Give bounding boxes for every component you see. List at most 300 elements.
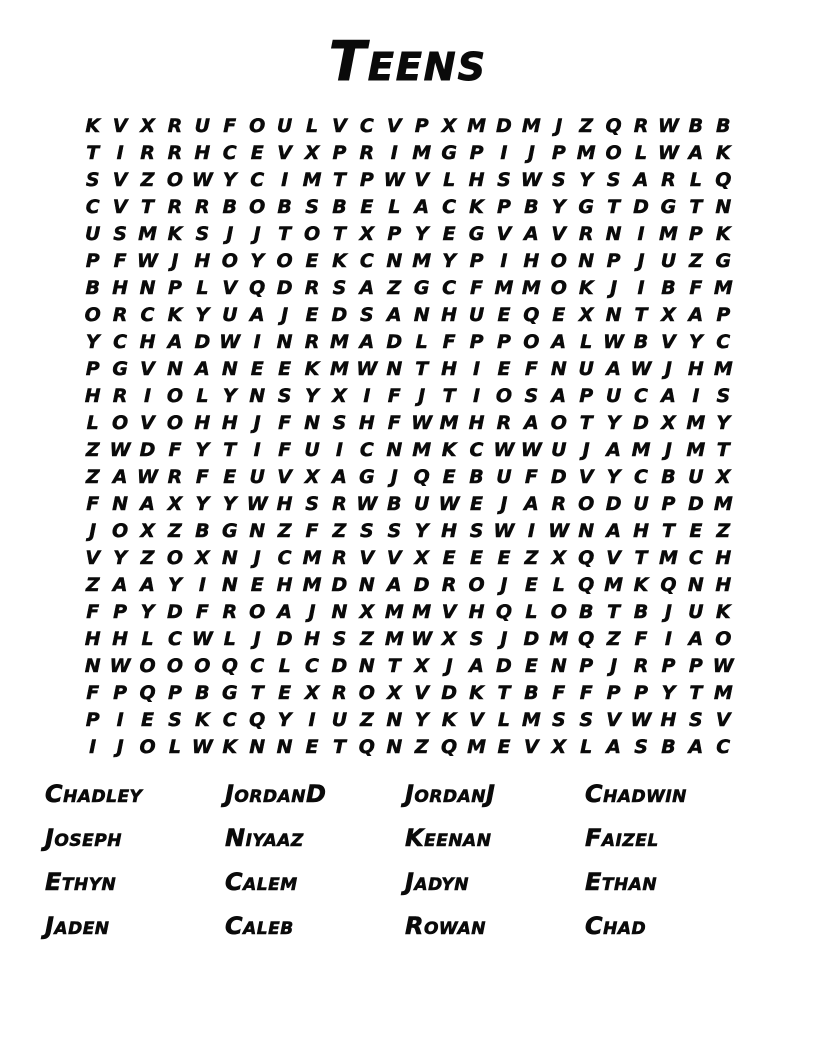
grid-cell: X	[551, 735, 567, 758]
grid-cell: S	[497, 168, 511, 191]
grid-cell: R	[551, 492, 567, 515]
grid-cell: M	[302, 573, 322, 596]
grid-cell: C	[167, 627, 182, 650]
grid-cell: O	[249, 195, 266, 218]
grid-cell: V	[414, 681, 430, 704]
grid-cell: K	[332, 249, 347, 272]
grid-cell: T	[278, 222, 292, 245]
grid-cell: L	[443, 168, 456, 191]
grid-cell: X	[332, 384, 347, 407]
grid-cell: W	[630, 357, 652, 380]
grid-cell: Y	[250, 249, 265, 272]
grid-cell: I	[89, 735, 97, 758]
grid-cell: E	[497, 303, 511, 326]
grid-cell: T	[141, 195, 155, 218]
grid-cell: L	[196, 276, 209, 299]
grid-cell: O	[166, 384, 184, 407]
grid-cell: W	[520, 438, 542, 461]
grid-cell: M	[302, 168, 322, 191]
grid-cell: X	[359, 600, 375, 623]
grid-cell: B	[633, 600, 649, 623]
grid-cell: I	[637, 222, 645, 245]
grid-cell: P	[167, 681, 182, 704]
grid-cell: U	[194, 114, 211, 137]
grid-cell: D	[441, 681, 457, 704]
grid-cell: F	[442, 330, 456, 353]
grid-cell: Z	[140, 168, 155, 191]
grid-cell: W	[603, 330, 625, 353]
grid-cell: G	[359, 465, 375, 488]
grid-cell: X	[441, 114, 457, 137]
grid-cell: Z	[359, 627, 374, 650]
grid-cell: R	[496, 411, 512, 434]
grid-cell: I	[198, 573, 206, 596]
grid-cell: F	[223, 114, 237, 137]
grid-cell: A	[606, 438, 621, 461]
grid-cell: S	[469, 627, 484, 650]
grid-cell: S	[168, 708, 182, 731]
grid-cell: Y	[688, 330, 703, 353]
grid-cell: P	[85, 708, 100, 731]
grid-cell: S	[360, 303, 374, 326]
grid-cell: H	[441, 519, 458, 542]
grid-cell: O	[166, 411, 184, 434]
grid-cell: O	[139, 654, 156, 677]
grid-cell: X	[715, 465, 731, 488]
grid-cell: M	[686, 411, 706, 434]
grid-cell: B	[661, 276, 676, 299]
grid-cell: Z	[524, 546, 539, 569]
grid-cell: N	[550, 357, 567, 380]
grid-cell: M	[658, 222, 678, 245]
grid-cell: U	[331, 708, 348, 731]
grid-cell: K	[469, 195, 484, 218]
grid-cell: F	[305, 519, 319, 542]
grid-cell: V	[222, 276, 238, 299]
grid-cell: S	[360, 519, 374, 542]
grid-cell: O	[166, 654, 184, 677]
grid-cell: R	[167, 465, 183, 488]
grid-cell: X	[661, 303, 676, 326]
grid-cell: P	[606, 249, 621, 272]
grid-cell: X	[140, 114, 155, 137]
grid-cell: O	[84, 303, 101, 326]
grid-cell: O	[112, 519, 129, 542]
grid-cell: L	[634, 141, 648, 164]
grid-cell: K	[578, 276, 594, 299]
word-list-item: JordanJ	[405, 780, 496, 808]
grid-cell: A	[606, 357, 621, 380]
grid-cell: F	[195, 600, 209, 623]
grid-cell: A	[524, 222, 539, 245]
grid-cell: B	[195, 519, 210, 542]
grid-cell: Q	[221, 654, 238, 677]
grid-cell: J	[89, 519, 97, 542]
grid-cell: N	[605, 303, 622, 326]
grid-cell: J	[500, 627, 508, 650]
grid-cell: M	[576, 141, 596, 164]
grid-cell: H	[441, 357, 458, 380]
grid-cell: C	[222, 708, 237, 731]
grid-cell: Z	[414, 735, 429, 758]
grid-cell: Q	[139, 681, 156, 704]
grid-cell: G	[468, 222, 485, 245]
grid-cell: C	[716, 735, 731, 758]
grid-cell: C	[359, 249, 374, 272]
grid-cell: N	[249, 735, 266, 758]
word-list-item: JordanD	[225, 780, 327, 808]
grid-cell: L	[388, 195, 401, 218]
grid-cell: W	[191, 735, 213, 758]
grid-cell: N	[386, 708, 403, 731]
grid-cell: I	[664, 627, 672, 650]
grid-cell: L	[689, 168, 702, 191]
grid-cell: D	[633, 411, 649, 434]
grid-cell: F	[634, 627, 648, 650]
grid-cell: H	[112, 276, 129, 299]
grid-cell: O	[550, 276, 567, 299]
grid-cell: M	[302, 546, 322, 569]
grid-cell: Y	[113, 546, 127, 569]
grid-cell: D	[550, 465, 567, 488]
grid-cell: J	[171, 249, 179, 272]
grid-cell: X	[167, 492, 183, 515]
grid-cell: Y	[195, 492, 210, 515]
grid-cell: I	[116, 141, 124, 164]
grid-cell: B	[578, 600, 594, 623]
grid-cell: M	[631, 438, 651, 461]
grid-cell: Y	[661, 681, 676, 704]
grid-cell: P	[85, 249, 100, 272]
grid-cell: L	[580, 735, 593, 758]
grid-cell: S	[634, 735, 648, 758]
grid-cell: A	[688, 627, 704, 650]
grid-cell: Z	[606, 627, 621, 650]
grid-cell: V	[112, 195, 128, 218]
grid-cell: W	[411, 627, 433, 650]
grid-cell: U	[304, 438, 320, 461]
grid-cell: V	[112, 168, 128, 191]
grid-cell: O	[249, 600, 266, 623]
grid-cell: P	[469, 330, 484, 353]
word-list-item: Jaden	[45, 912, 110, 940]
grid-cell: J	[253, 222, 261, 245]
grid-cell: K	[195, 708, 210, 731]
grid-cell: V	[551, 222, 567, 245]
grid-cell: N	[578, 519, 595, 542]
grid-cell: G	[112, 357, 128, 380]
grid-cell: C	[359, 114, 374, 137]
grid-cell: F	[113, 249, 127, 272]
grid-cell: O	[550, 249, 567, 272]
grid-cell: H	[194, 249, 211, 272]
grid-cell: N	[276, 330, 293, 353]
grid-cell: M	[686, 438, 706, 461]
grid-cell: N	[166, 357, 183, 380]
grid-cell: G	[578, 195, 594, 218]
grid-cell: I	[281, 168, 289, 191]
grid-cell: I	[390, 141, 398, 164]
grid-cell: O	[166, 546, 184, 569]
grid-cell: Y	[606, 465, 621, 488]
grid-cell: E	[470, 546, 484, 569]
grid-cell: P	[469, 249, 484, 272]
grid-cell: D	[523, 627, 540, 650]
grid-cell: M	[384, 627, 404, 650]
grid-cell: O	[715, 627, 732, 650]
grid-cell: S	[332, 411, 347, 434]
grid-cell: Q	[605, 114, 622, 137]
grid-cell: K	[85, 114, 101, 137]
grid-cell: R	[167, 114, 183, 137]
grid-cell: A	[661, 384, 676, 407]
grid-cell: Y	[606, 411, 621, 434]
grid-cell: F	[470, 276, 484, 299]
grid-cell: A	[359, 276, 375, 299]
grid-cell: H	[276, 492, 293, 515]
grid-cell: X	[359, 222, 375, 245]
grid-cell: T	[387, 654, 401, 677]
grid-cell: Q	[358, 735, 375, 758]
word-list	[45, 772, 771, 948]
grid-cell: Q	[249, 276, 266, 299]
grid-cell: P	[359, 168, 374, 191]
word-list-item: Ethan	[585, 868, 658, 896]
grid-cell: B	[661, 465, 676, 488]
grid-cell: Q	[523, 303, 540, 326]
grid-cell: R	[441, 573, 457, 596]
grid-cell: H	[715, 573, 732, 596]
grid-cell: W	[246, 492, 268, 515]
grid-cell: D	[276, 627, 293, 650]
grid-cell: O	[358, 681, 375, 704]
grid-cell: D	[331, 303, 348, 326]
grid-cell: Y	[195, 438, 210, 461]
grid-cell: L	[141, 627, 154, 650]
grid-cell: J	[253, 627, 261, 650]
grid-cell: H	[523, 249, 540, 272]
grid-cell: Z	[85, 465, 100, 488]
grid-cell: R	[304, 330, 320, 353]
grid-cell: C	[716, 330, 731, 353]
grid-cell: F	[86, 600, 100, 623]
grid-cell: L	[415, 330, 428, 353]
grid-cell: H	[687, 357, 704, 380]
grid-cell: I	[335, 438, 343, 461]
grid-cell: U	[551, 438, 567, 461]
grid-cell: E	[470, 492, 484, 515]
grid-cell: I	[500, 249, 508, 272]
grid-cell: J	[664, 357, 672, 380]
grid-cell: Y	[168, 573, 182, 596]
grid-cell: O	[112, 411, 129, 434]
grid-cell: D	[194, 330, 211, 353]
grid-cell: A	[359, 330, 375, 353]
grid-cell: P	[387, 222, 402, 245]
grid-cell: J	[527, 141, 535, 164]
grid-cell: N	[605, 222, 622, 245]
grid-cell: D	[687, 492, 704, 515]
grid-cell: C	[85, 195, 100, 218]
grid-cell: J	[253, 546, 261, 569]
grid-cell: Q	[578, 627, 595, 650]
grid-cell: K	[222, 735, 238, 758]
grid-cell: M	[412, 141, 432, 164]
grid-cell: H	[468, 168, 485, 191]
grid-cell: N	[304, 411, 320, 434]
grid-cell: I	[253, 330, 261, 353]
grid-cell: W	[630, 708, 652, 731]
grid-cell: Z	[277, 519, 292, 542]
grid-cell: N	[112, 492, 129, 515]
grid-cell: Z	[579, 114, 594, 137]
grid-cell: T	[634, 546, 648, 569]
word-list-item: Caleb	[225, 912, 294, 940]
grid-cell: R	[633, 114, 649, 137]
grid-cell: C	[222, 141, 237, 164]
grid-cell: E	[689, 519, 703, 542]
grid-cell: W	[356, 492, 378, 515]
grid-cell: E	[305, 303, 319, 326]
grid-cell: W	[109, 438, 131, 461]
grid-cell: Z	[387, 276, 402, 299]
grid-cell: P	[579, 384, 594, 407]
grid-cell: M	[713, 492, 733, 515]
grid-cell: C	[634, 384, 648, 407]
grid-cell: A	[469, 654, 484, 677]
grid-cell: K	[441, 708, 457, 731]
grid-cell: W	[137, 249, 159, 272]
grid-cell: J	[281, 303, 289, 326]
grid-cell: F	[524, 465, 538, 488]
grid-cell: D	[386, 330, 403, 353]
grid-cell: P	[579, 654, 594, 677]
grid-cell: G	[221, 681, 238, 704]
grid-cell: U	[578, 357, 594, 380]
grid-cell: C	[359, 438, 374, 461]
grid-cell: N	[715, 195, 732, 218]
grid-cell: J	[253, 411, 261, 434]
grid-cell: S	[277, 384, 292, 407]
grid-cell: J	[500, 573, 508, 596]
grid-cell: O	[194, 654, 211, 677]
grid-cell: V	[414, 168, 430, 191]
grid-cell: B	[469, 465, 484, 488]
grid-cell: Z	[85, 573, 100, 596]
grid-cell: E	[305, 735, 319, 758]
grid-cell: P	[661, 654, 676, 677]
grid-cell: E	[524, 573, 538, 596]
grid-cell: H	[304, 627, 320, 650]
grid-cell: T	[442, 384, 456, 407]
grid-cell: F	[689, 276, 703, 299]
grid-cell: N	[249, 384, 266, 407]
grid-cell: L	[305, 114, 319, 137]
grid-cell: P	[167, 276, 182, 299]
grid-cell: L	[86, 411, 99, 434]
grid-cell: M	[713, 357, 733, 380]
grid-cell: S	[387, 519, 402, 542]
grid-cell: W	[438, 492, 460, 515]
grid-cell: W	[411, 411, 433, 434]
grid-cell: V	[441, 600, 457, 623]
grid-cell: E	[497, 735, 511, 758]
grid-cell: A	[332, 465, 347, 488]
grid-cell: E	[250, 573, 264, 596]
word-list-item: Jadyn	[405, 868, 469, 896]
grid-cell: U	[688, 465, 704, 488]
grid-cell: A	[551, 330, 567, 353]
grid-cell: N	[386, 438, 403, 461]
grid-cell: X	[386, 681, 402, 704]
grid-cell: U	[276, 114, 293, 137]
grid-cell: Q	[495, 600, 513, 623]
grid-cell: E	[442, 222, 456, 245]
grid-cell: T	[607, 195, 621, 218]
grid-cell: A	[551, 384, 567, 407]
grid-cell: W	[493, 438, 515, 461]
grid-cell: Y	[414, 708, 429, 731]
grid-cell: X	[195, 546, 210, 569]
grid-cell: A	[112, 573, 128, 596]
grid-cell: G	[660, 195, 677, 218]
grid-cell: M	[713, 276, 733, 299]
grid-cell: G	[413, 276, 430, 299]
grid-cell: S	[305, 492, 319, 515]
grid-cell: G	[441, 141, 457, 164]
grid-cell: J	[555, 114, 563, 137]
word-list-item: Chadwin	[585, 780, 687, 808]
grid-cell: J	[664, 600, 672, 623]
grid-cell: T	[607, 600, 621, 623]
grid-cell: N	[84, 654, 101, 677]
grid-cell: L	[552, 573, 565, 596]
grid-cell: O	[605, 141, 622, 164]
grid-cell: O	[523, 330, 540, 353]
grid-cell: S	[85, 168, 100, 191]
grid-cell: X	[441, 627, 457, 650]
grid-cell: V	[606, 546, 621, 569]
grid-cell: B	[661, 735, 676, 758]
grid-cell: A	[386, 303, 402, 326]
grid-cell: F	[278, 438, 292, 461]
word-list-item: Ethyn	[45, 868, 117, 896]
grid-cell: R	[661, 168, 676, 191]
grid-cell: R	[112, 303, 128, 326]
word-list-item: Chadley	[45, 780, 143, 808]
grid-cell: S	[195, 222, 210, 245]
grid-cell: O	[139, 735, 156, 758]
word-list-item: Chad	[585, 912, 647, 940]
grid-cell: O	[550, 411, 567, 434]
grid-cell: P	[688, 654, 703, 677]
grid-cell: L	[196, 384, 209, 407]
grid-cell: D	[331, 573, 348, 596]
grid-cell: S	[469, 519, 484, 542]
grid-cell: F	[579, 681, 593, 704]
grid-cell: T	[634, 303, 648, 326]
grid-cell: Y	[414, 222, 429, 245]
grid-cell: T	[250, 681, 264, 704]
grid-cell: J	[664, 438, 672, 461]
grid-cell: I	[472, 357, 481, 380]
grid-cell: A	[195, 357, 210, 380]
grid-cell: V	[578, 465, 594, 488]
grid-cell: D	[413, 573, 430, 596]
grid-cell: M	[384, 600, 404, 623]
grid-cell: A	[606, 519, 621, 542]
grid-cell: R	[332, 681, 347, 704]
